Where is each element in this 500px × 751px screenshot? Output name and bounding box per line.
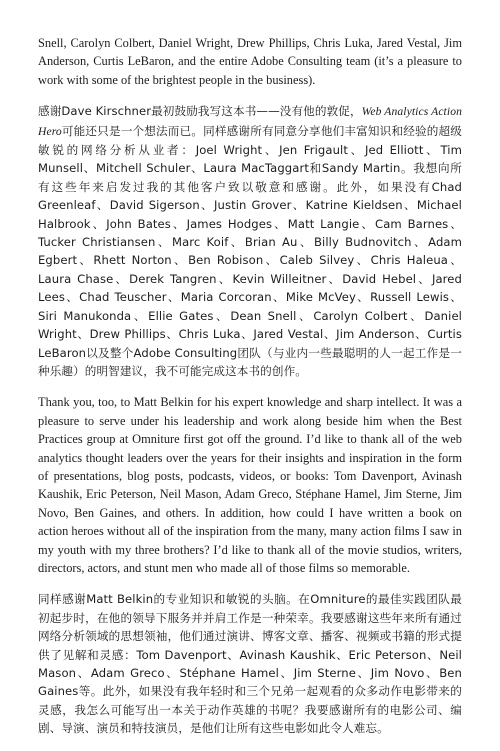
paragraph-en-2: Thank you, too, to Matt Belkin for his expert knowledge and sharp intellect. It was a pleasure to serve under his leadership and work along beside him when the Best Practices group at Omniture first got off the ground. I’d like to thank all of the web analytics thought leaders over the years for their insights and inspiration in the form of presentations, blog posts, podcasts, videos, or books: Tom Davenport, Avinash Kaushik, Eric Peterson, Neil Mason, Adam Greco, Stéphane Hamel, Jim Sterne, Jim Novo, Ben Gaines, and others. In addition, how could I have written a book on action heroes without all of the inspiration from the many, many action films I saw in my youth with my three brothers? I’d like to thank all of the movie studios, writers, directors, actors, and stunt men who made all of those films so memorable. — [38, 395, 462, 575]
paragraph-en-1: Snell, Carolyn Colbert, Daniel Wright, Drew Phillips, Chris Luka, Jared Vestal, Jim Anderson, Curtis LeBaron, and the entire Adobe Consulting team (it’s a pleasure to work with some of the brightest people in the business). — [38, 36, 462, 87]
paragraph-zh-1 — [38, 102, 462, 380]
paragraph-zh-1-lead: 感谢Dave Kirschner最初鼓励我写这本书——没有他的敦促， — [38, 104, 362, 119]
document-page — [38, 34, 462, 751]
paragraph-zh-2: 同样感谢Matt Belkin的专业知识和敏锐的头脑。在Omniture的最佳实践团队最初起步时，在他的领导下服务并并肩工作是一种荣幸。我要感谢这些年来所有通过网络分析领域的思想领袖，他们通过演讲、博客文章、播客、视频或书籍的形式提供了见解和灵感：Tom Davenport、Avinash Kaushik、Eric Peterson、Neil Mason、Adam Greco、Stéphane Hamel、Jim Sterne、Jim Novo、Ben Gaines等。此外，如果没有我年轻时和三个兄弟一起观看的众多动作电影带来的灵感，我怎么可能写出一本关于动作英雄的书呢？我要感谢所有的电影公司、编剧、导演、演员和特技演员，是他们让所有这些电影如此令人难忘。 — [38, 592, 462, 736]
book-title-italic: Web Analytics Action Hero — [38, 105, 462, 138]
paragraph-zh-1-rest: 可能还只是一个想法而已。同样感谢所有同意分享他们丰富知识和经验的超级敏锐的网络分析从业者：Joel Wright、Jen Frigault、Jed Elliott、Tim Munsell、Mitchell Schuler、Laura MacTaggart和Sandy Martin。我想向所有这些年来启发过我的其他客户致以敬意和感谢。此外，如果没有Chad Greenleaf、David Sigerson、Justin Grover、Katrine Kieldsen、Michael Halbrook、John Bates、James Hodges、Matt Langie、Cam Barnes、Tucker Christiansen、Marc Koif、Brian Au、Billy Budnovitch、Adam Egbert、Rhett Norton、Ben Robison、Caleb Silvey、Chris Haleua、Laura Chase、Derek Tangren、Kevin Willeitner、David Hebel、Jared Lees、Chad Teuscher、Maria Corcoran、Mike McVey、Russell Lewis、Siri Manukonda、Ellie Gates、Dean Snell、Carolyn Colbert、Daniel Wright、Drew Phillips、Chris Luka、Jared Vestal、Jim Anderson、Curtis LeBaron以及整个Adobe Consulting团队（与业内一些最聪明的人一起工作是一种乐趣）的明智建议，我不可能完成这本书的创作。 — [38, 123, 462, 378]
